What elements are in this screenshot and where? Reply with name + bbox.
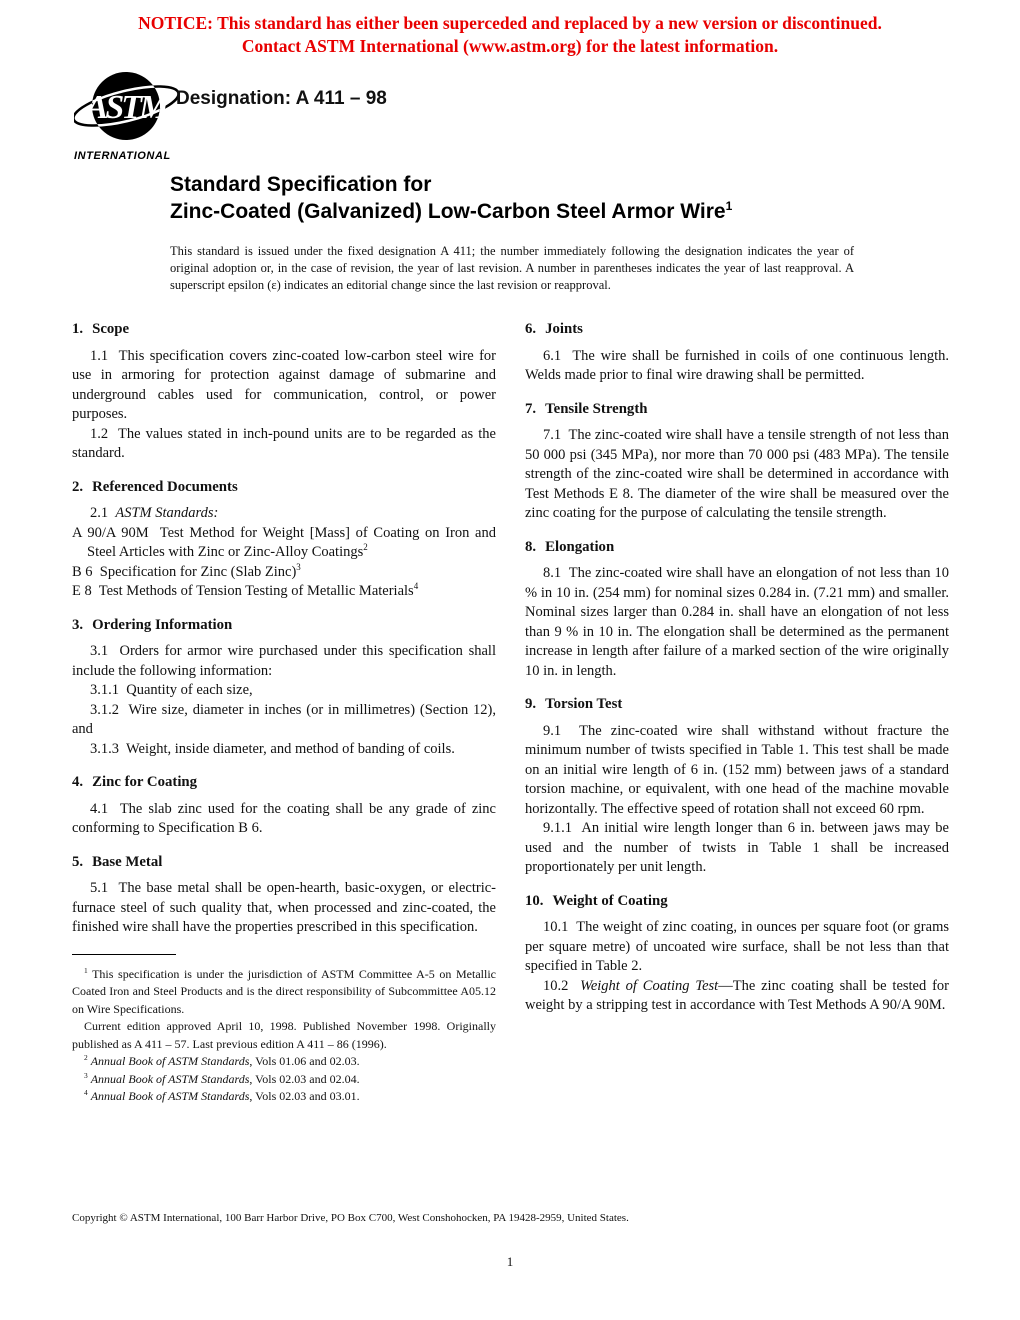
copyright-line: Copyright © ASTM International, 100 Barr Harbor Drive, PO Box C700, West Conshohocken, PA 19428-2959, United States. — [72, 1212, 629, 1224]
section-number: 10. — [525, 892, 544, 909]
right-column — [525, 320, 949, 1016]
clause-paragraph: 2.1 ASTM Standards: — [90, 505, 219, 521]
section-8 — [525, 538, 949, 682]
section-number: 9. — [525, 696, 537, 712]
section-title: Referenced Documents — [92, 478, 238, 495]
footnote: Current edition approved April 10, 1998. Published November 1998. Originally published as A 411 – 57. Last previous edition A 411 – 86 (1996). — [72, 1019, 496, 1051]
section-1 — [72, 320, 496, 464]
section-heading — [525, 892, 949, 912]
footnote-separator — [72, 954, 176, 955]
left-column — [72, 320, 496, 1106]
section-title: Weight of Coating — [552, 892, 668, 909]
page-number: 1 — [506, 1254, 514, 1269]
clause-paragraph: 9.1 The zinc-coated wire shall withstand without fracture the minimum number of twists specified in Table 1. This test shall be made on an initial wire length of 6 in. (152 mm) between jaws of a standard torsion machine, or equivalent, with one head of the machine movable horizontally. The effective speed of rotation shall not exceed 60 rpm. — [525, 722, 949, 817]
section-heading — [72, 478, 496, 498]
section-9 — [525, 695, 949, 878]
title-footnote-ref: 1 — [725, 199, 733, 213]
section-heading — [525, 400, 949, 420]
supersession-notice — [0, 12, 1020, 58]
clause-paragraph: E 8 Test Methods of Tension Testing of Metallic Materials$^4$ — [72, 581, 419, 599]
section-heading — [525, 538, 949, 558]
section-number: 7. — [525, 400, 537, 417]
footnote-block — [72, 954, 496, 1106]
left-column-sections — [72, 320, 496, 938]
section-number: 4. — [72, 774, 84, 790]
section-4 — [72, 773, 496, 839]
clause-paragraph: 9.1.1 An initial wire length longer than 6 in. between jaws may be used and the number of twists in Table 1 shall be increased proportionately per unit length. — [525, 820, 949, 875]
clause-paragraph: B 6 Specification for Zinc (Slab Zinc)$^3$ — [72, 561, 301, 580]
section-title: Joints — [545, 321, 583, 337]
section-heading — [525, 695, 949, 715]
clause-paragraph: A 90/A 90M Test Method for Weight [Mass] of Coating on Iron and Steel Articles with Zinc or Zinc-Alloy Coatings$^2$ — [72, 524, 496, 560]
section-2 — [72, 478, 496, 602]
clause-paragraph: 1.1 This specification covers zinc-coated low-carbon steel wire for use in armoring for protection against damage of submarine and underground cables used for communication, control, or power purposes. — [72, 347, 496, 422]
clause-paragraph: 4.1 The slab zinc used for the coating shall be any grade of zinc conforming to Specification B 6. — [72, 800, 496, 836]
notice-line-2: Contact ASTM International (www.astm.org) for the latest information. — [241, 36, 779, 56]
section-title: Zinc for Coating — [92, 774, 198, 790]
footnote: $^1$ This specification is under the jurisdiction of ASTM Committee A-5 on Metallic Coated Iron and Steel Products and is the direct responsibility of Subcommittee A05.12 on Wire Specifications. — [72, 965, 496, 1016]
section-title: Ordering Information — [92, 616, 233, 633]
section-title: Tensile Strength — [545, 400, 648, 417]
section-heading — [72, 616, 496, 636]
section-number: 6. — [525, 321, 537, 337]
title-line-2: Zinc-Coated (Galvanized) Low-Carbon Steel Armor Wire$^1$ — [170, 199, 733, 223]
right-column-sections — [525, 320, 949, 1016]
section-number: 5. — [72, 853, 84, 870]
clause-paragraph: 6.1 The wire shall be furnished in coils of one continuous length. Welds made prior to final wire drawing shall be permitted. — [525, 347, 949, 383]
clause-paragraph: 8.1 The zinc-coated wire shall have an elongation of not less than 10 % in 10 in. (254 mm) for nominal sizes 0.284 in. (7.21 mm) and smaller. Nominal sizes larger than 0.284 in. shall have an elongation of not less than 9 % in 10 in. The elongation shall be determined as the permanent increase in length after failure of a marked section of the wire originally 10 in. in length. — [525, 565, 949, 679]
logo-letters: ASTM — [85, 89, 167, 126]
section-number: 1. — [72, 321, 84, 337]
preamble: This standard is issued under the fixed designation A 411; the number immediately following the designation indicates the year of original adoption or, in the case of revision, the year of last revision. A number in parentheses indicates the year of last reapproval. A superscript epsilon (ε) indicates an editorial change since the last revision or reapproval. — [170, 244, 854, 292]
astm-globe-icon — [74, 70, 188, 144]
footnote: $^2$ Annual Book of ASTM Standards, Vols 01.06 and 02.03. — [84, 1053, 360, 1068]
clause-paragraph: 5.1 The base metal shall be open-hearth, basic-oxygen, or electric-furnace steel of such quality that, when processed and zinc-coated, the finished wire shall have the properties prescribed in this specification. — [72, 880, 496, 935]
footnote: $^4$ Annual Book of ASTM Standards, Vols 02.03 and 03.01. — [84, 1088, 360, 1103]
section-heading — [72, 320, 496, 340]
document-title — [170, 171, 870, 225]
clause-paragraph: 3.1.2 Wire size, diameter in inches (or in millimetres) (Section 12), and — [72, 701, 496, 737]
section-number: 2. — [72, 478, 84, 495]
section-heading — [72, 853, 496, 873]
clause-paragraph: 3.1.1 Quantity of each size, — [90, 682, 253, 698]
section-title: Scope — [92, 321, 130, 337]
section-7 — [525, 400, 949, 524]
footnote: $^3$ Annual Book of ASTM Standards, Vols 02.03 and 02.04. — [84, 1070, 360, 1086]
section-10 — [525, 892, 949, 1016]
clause-paragraph: 7.1 The zinc-coated wire shall have a tensile strength of not less than 50 000 psi (345 MPa), nor more than 70 000 psi (483 MPa). The tensile strength of the zinc-coated wire shall be determined in accordance with Test Methods E 8. The diameter of the wire shall be measured over the zinc coating for the purpose of calculating the tensile strength. — [525, 427, 949, 521]
clause-paragraph: 3.1.3 Weight, inside diameter, and method of banding of coils. — [90, 740, 455, 757]
title-line-1: Standard Specification for — [170, 173, 432, 196]
notice-line-1: NOTICE: This standard has either been superceded and replaced by a new version or discontinued. — [138, 13, 882, 33]
section-6 — [525, 320, 949, 386]
logo-subtext: INTERNATIONAL — [74, 150, 171, 162]
footnotes — [72, 966, 496, 1106]
clause-paragraph: 3.1 Orders for armor wire purchased under this specification shall include the following information: — [72, 643, 496, 679]
section-5 — [72, 853, 496, 938]
clause-paragraph: 10.1 The weight of zinc coating, in ounces per square foot (or grams per square metre) of uncoated wire surface, shall be not less than that specified in Table 2. — [525, 919, 949, 974]
section-number: 8. — [525, 538, 537, 555]
clause-paragraph: 10.2 Weight of Coating Test—The zinc coating shall be tested for weight by a stripping test in accordance with Test Methods A 90/A 90M. — [525, 977, 949, 1013]
section-heading — [72, 773, 496, 793]
astm-logo — [74, 70, 190, 162]
section-heading — [525, 320, 949, 340]
section-title: Elongation — [545, 538, 615, 555]
section-title: Torsion Test — [545, 696, 623, 712]
clause-paragraph: 1.2 The values stated in inch-pound units are to be regarded as the standard. — [72, 425, 496, 461]
section-3 — [72, 616, 496, 760]
designation: Designation: A 411 – 98 — [176, 88, 387, 109]
section-title: Base Metal — [92, 853, 163, 870]
section-number: 3. — [72, 616, 84, 633]
